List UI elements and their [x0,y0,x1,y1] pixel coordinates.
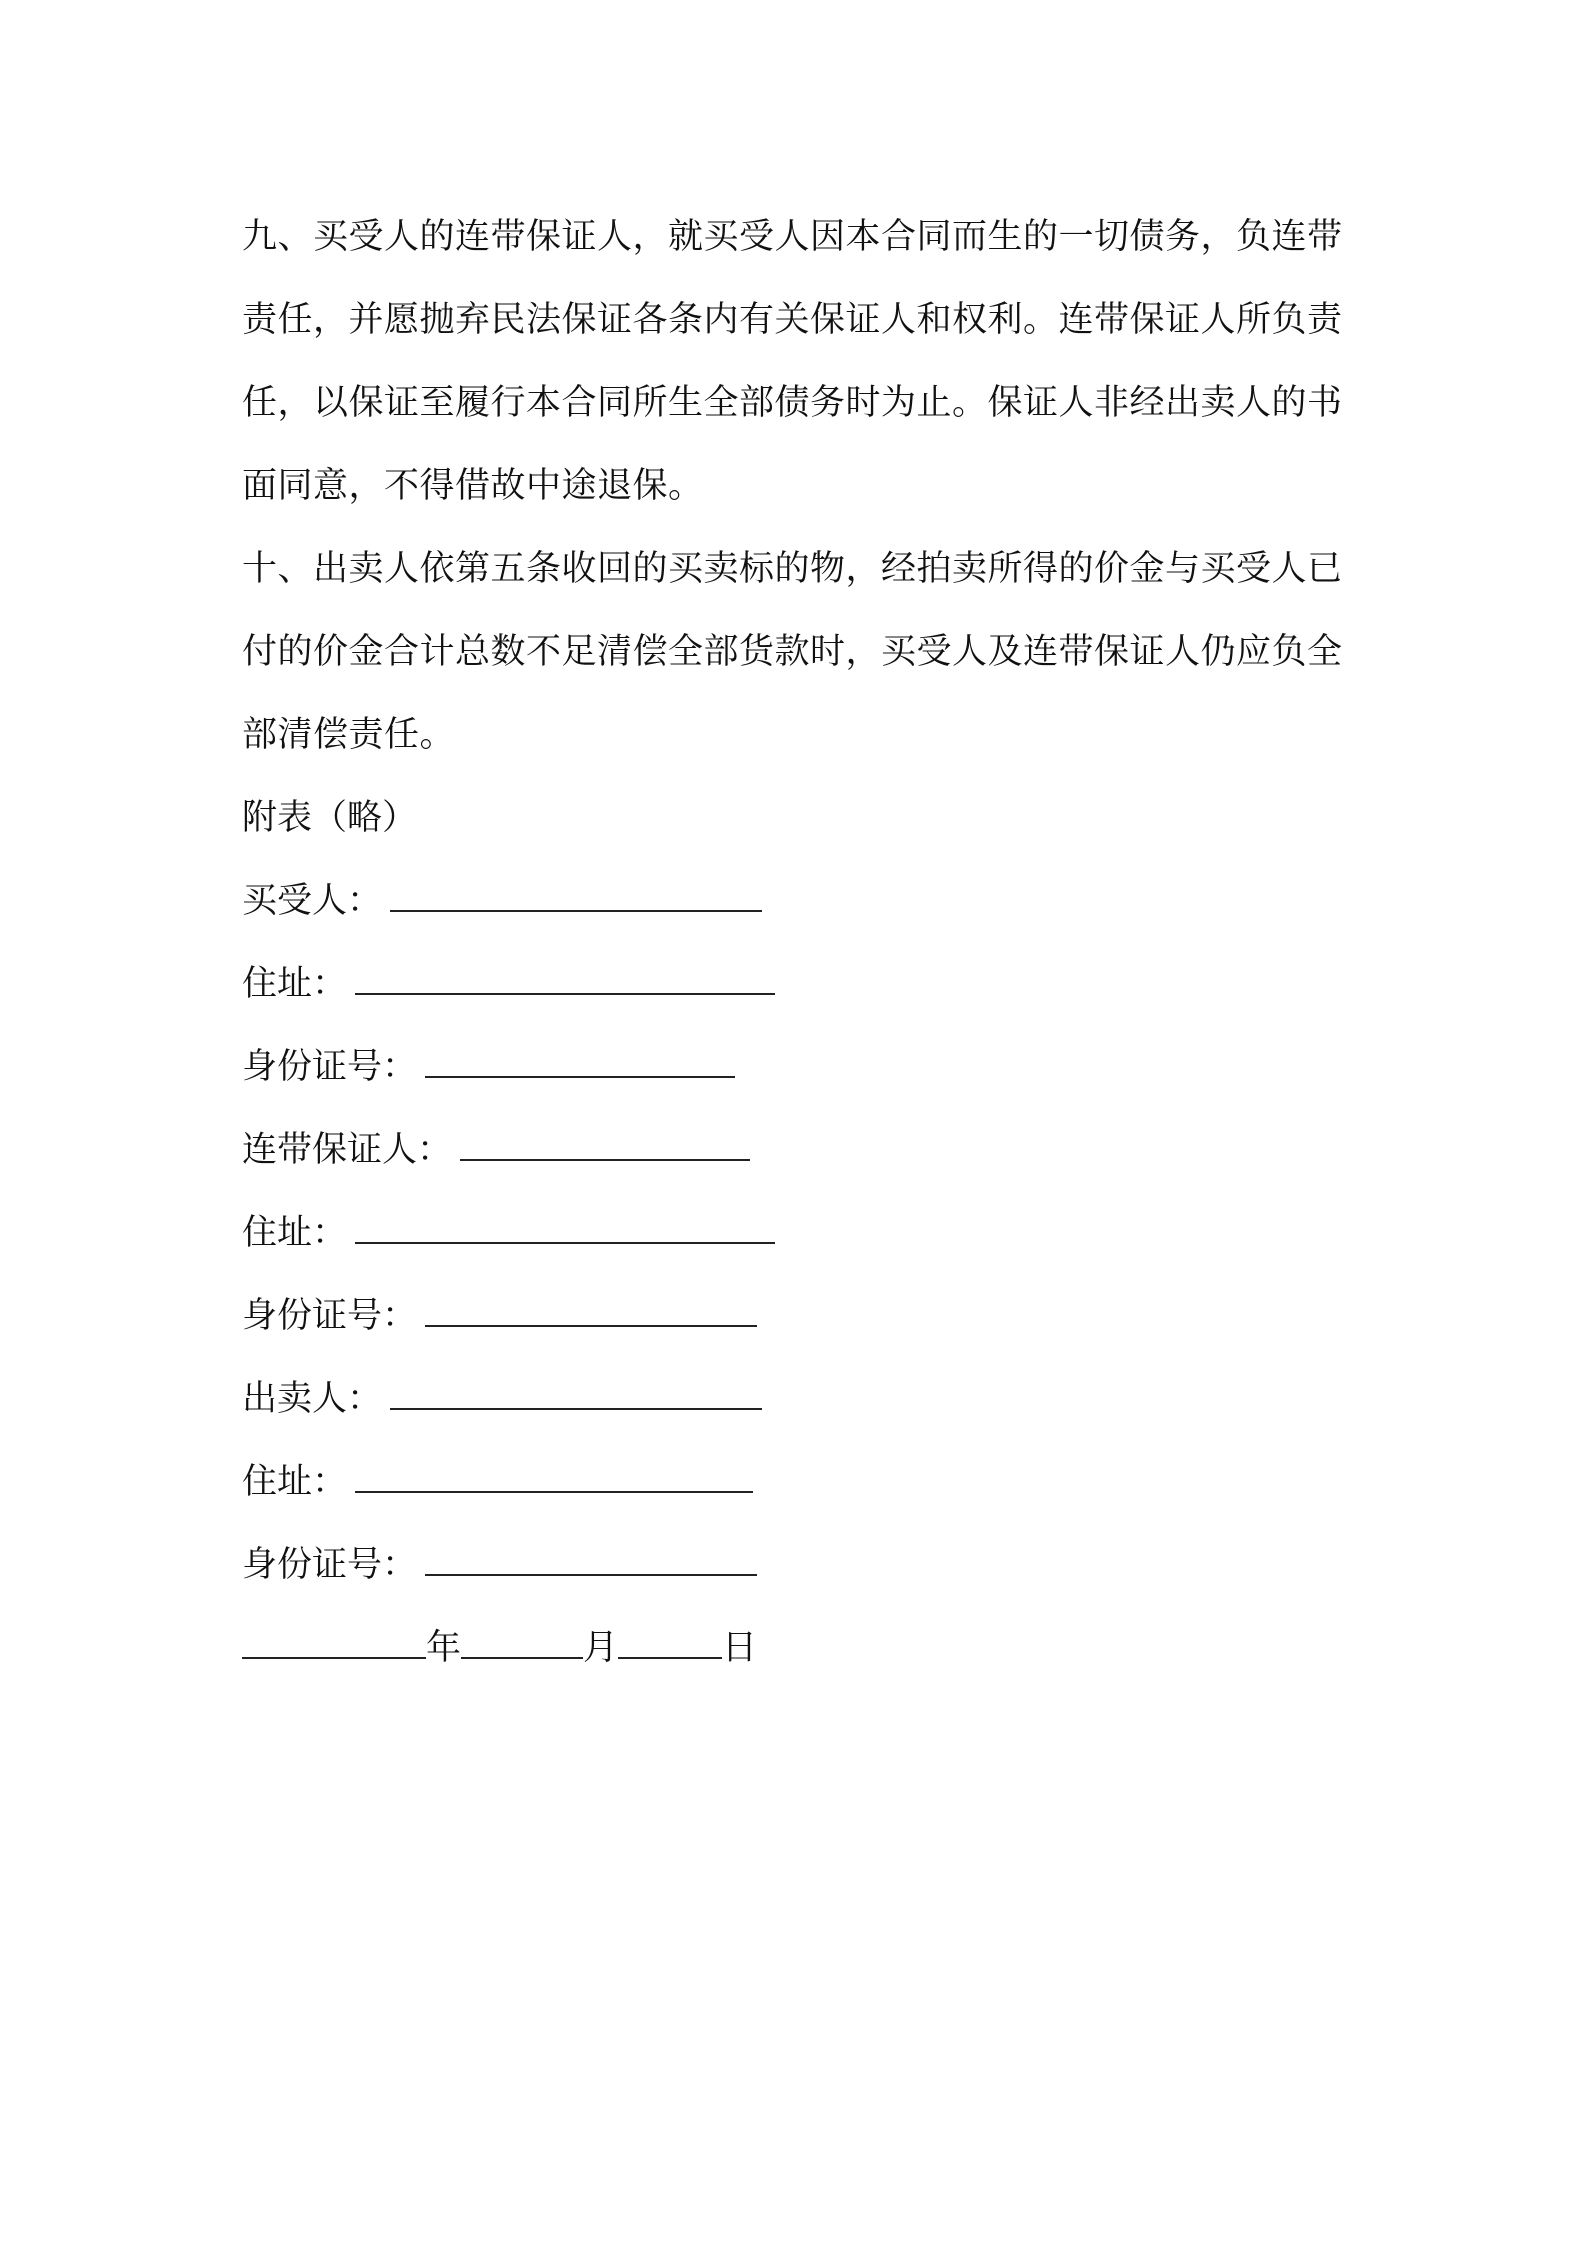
guarantor-address-blank[interactable] [355,1212,775,1244]
date-day-label: 日 [722,1628,758,1668]
clause-9: 九、买受人的连带保证人，就买受人因本合同而生的一切债务，负连带责任，并愿抛弃民法保证各条内有关保证人和权利。连带保证人所负责任，以保证至履行本合同所生全部债务时为止。保证人非经出卖人的书面同意，不得借故中途退保。 [242,217,1343,506]
buyer-id-label: 身份证号： [242,1047,418,1087]
month-blank[interactable] [461,1627,583,1659]
seller-blank[interactable] [390,1378,762,1410]
guarantor-id-line [242,1275,1362,1358]
guarantor-address-line [242,1192,1362,1275]
document-body [242,196,1362,1690]
date-year-label: 年 [426,1628,462,1668]
buyer-label: 买受人： [242,881,383,921]
seller-label: 出卖人： [242,1379,383,1419]
guarantor-address-label: 住址： [242,1213,348,1253]
day-blank[interactable] [618,1627,722,1659]
guarantor-blank[interactable] [460,1129,750,1161]
buyer-address-line [242,943,1362,1026]
guarantor-label: 连带保证人： [242,1130,453,1170]
clause-10: 十、出卖人依第五条收回的买卖标的物，经拍卖所得的价金与买受人已付的价金合计总数不足清偿全部货款时，买受人及连带保证人仍应负全部清偿责任。 [242,549,1343,755]
seller-address-label: 住址： [242,1462,348,1502]
guarantor-id-label: 身份证号： [242,1296,418,1336]
date-line [242,1607,1362,1690]
buyer-blank[interactable] [390,880,762,912]
buyer-address-blank[interactable] [355,963,775,995]
buyer-id-blank[interactable] [425,1046,735,1078]
seller-address-blank[interactable] [355,1461,753,1493]
appendix-note: 附表（略） [242,798,418,838]
seller-signature-line [242,1358,1362,1441]
guarantor-signature-line [242,1109,1362,1192]
year-blank[interactable] [242,1627,426,1659]
seller-id-line [242,1524,1362,1607]
buyer-id-line [242,1026,1362,1109]
seller-id-label: 身份证号： [242,1545,418,1585]
seller-address-line [242,1441,1362,1524]
buyer-signature-line [242,860,1362,943]
date-month-label: 月 [583,1628,619,1668]
buyer-address-label: 住址： [242,964,348,1004]
seller-id-blank[interactable] [425,1544,757,1576]
guarantor-id-blank[interactable] [425,1295,757,1327]
